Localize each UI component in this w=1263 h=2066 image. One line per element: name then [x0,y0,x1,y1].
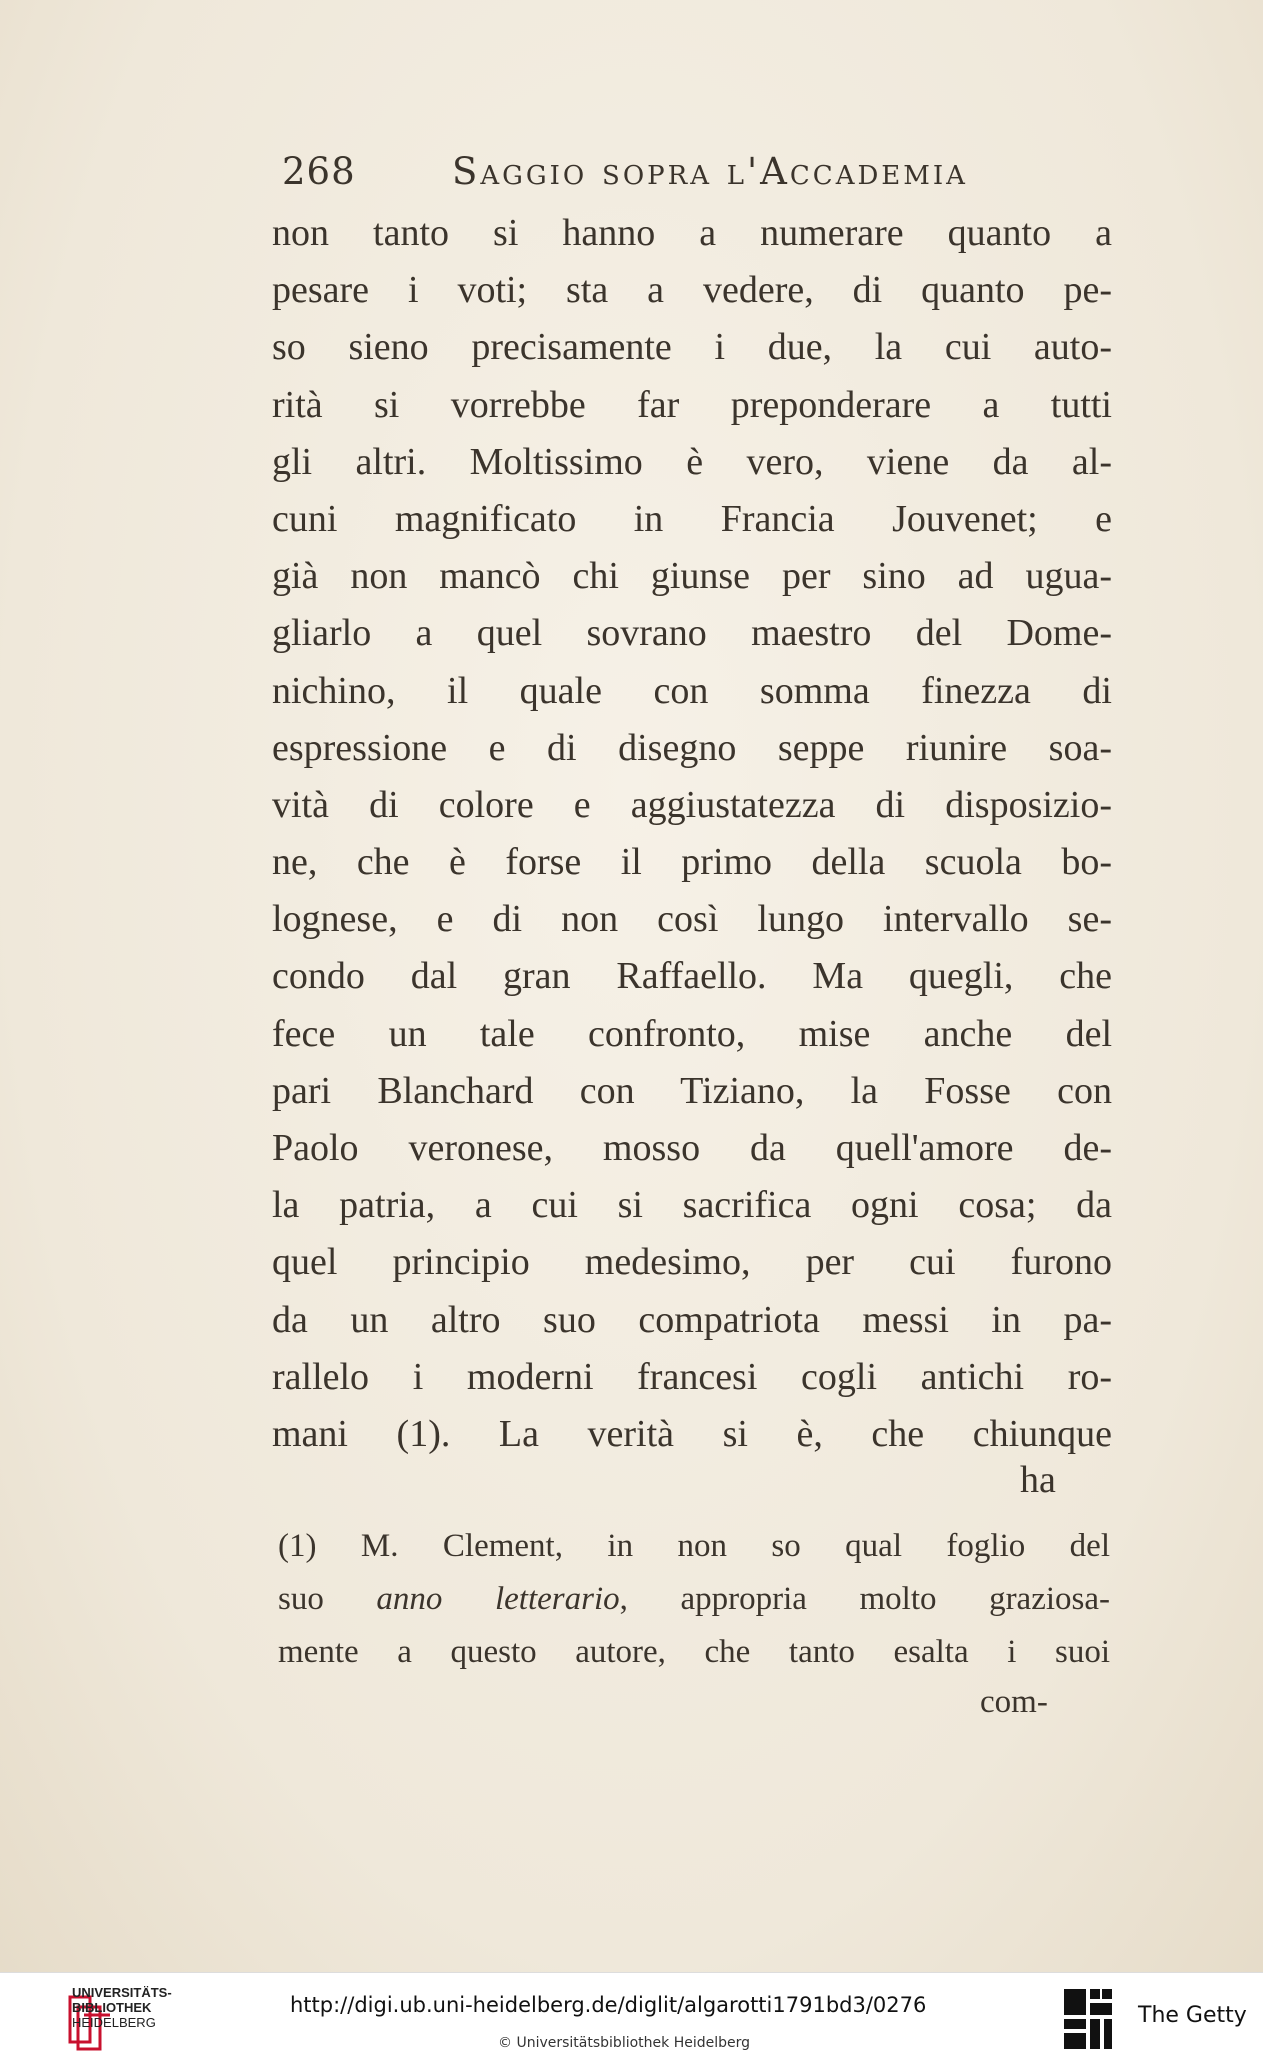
text-line: pari Blanchard con Tiziano, la Fosse con [272,1069,1112,1112]
text-line: so sieno precisamente i due, la cui auto- [272,326,1112,369]
text-line: nichino, il quale con somma finezza di [272,669,1112,712]
text-line: fece un tale confronto, mise anche del [272,1012,1112,1055]
footnote-line [278,1573,1110,1626]
footnote-catchword: com- [980,1684,1048,1720]
text-line: da un altro suo compatriota messi in pa- [272,1298,1112,1341]
footnote-line: mente a questo autore, che tanto esalta i suoi [278,1634,1110,1670]
text-line: condo dal gran Raffaello. Ma quegli, che [272,955,1112,998]
text-line: ne, che è forse il primo della scuola bo- [272,841,1112,884]
running-title: Saggio sopra l'Accademia [452,150,968,193]
footnote-text: , appropria molto graziosa- [619,1581,1110,1617]
catchword: ha [1020,1459,1056,1501]
text-line: mani (1). La verità si è, che chiunque [272,1412,1112,1455]
copyright-notice: © Universitätsbibliothek Heidelberg [498,2035,751,2051]
footnote [278,1520,1110,1679]
getty-logo-icon [1060,1985,1116,2055]
text-line: cuni magnificato in Francia Jouvenet; e [272,497,1112,540]
library-name [72,1985,172,2030]
text-line: gli altri. Moltissimo è vero, viene da al- [272,440,1112,483]
text-line: rallelo i moderni francesi cogli antichi ro- [272,1355,1112,1398]
text-line: gliarlo a quel sovrano maestro del Dome- [272,612,1112,655]
text-line: quel principio medesimo, per cui furono [272,1241,1112,1284]
text-line: lognese, e di non così lungo intervallo se- [272,898,1112,941]
document-url-link[interactable]: http://digi.ub.uni-heidelberg.de/diglit/algarotti1791bd3/0276 [290,1993,927,2017]
main-text [272,205,1112,1463]
footnote-text: suo [278,1581,324,1617]
text-line: la patria, a cui si sacrifica ogni cosa; da [272,1184,1112,1227]
library-name-line: BIBLIOTHEK [72,2000,152,2015]
page-number: 268 [282,150,356,193]
getty-name: The Getty [1138,2003,1247,2028]
footnote-line: (1) M. Clement, in non so qual foglio del [278,1528,1110,1564]
text-line: vità di colore e aggiustatezza di disposizio- [272,783,1112,826]
text-line: Paolo veronese, mosso da quell'amore de- [272,1127,1112,1169]
footnote-italic-title: anno letterario [376,1581,620,1617]
text-line: già non mancò chi giunse per sino ad ugua- [272,555,1112,598]
text-line: non tanto si hanno a numerare quanto a [272,212,1112,254]
text-line: espressione e di disegno seppe riunire soa- [272,726,1112,769]
library-name-line: HEIDELBERG [72,2015,156,2030]
text-line: rità si vorrebbe far preponderare a tutti [272,383,1112,426]
library-name-line: UNIVERSITÄTS- [72,1985,172,2000]
footer-bar [0,1972,1263,2066]
text-line: pesare i voti; sta a vedere, di quanto pe- [272,269,1112,312]
running-header [282,150,1182,200]
